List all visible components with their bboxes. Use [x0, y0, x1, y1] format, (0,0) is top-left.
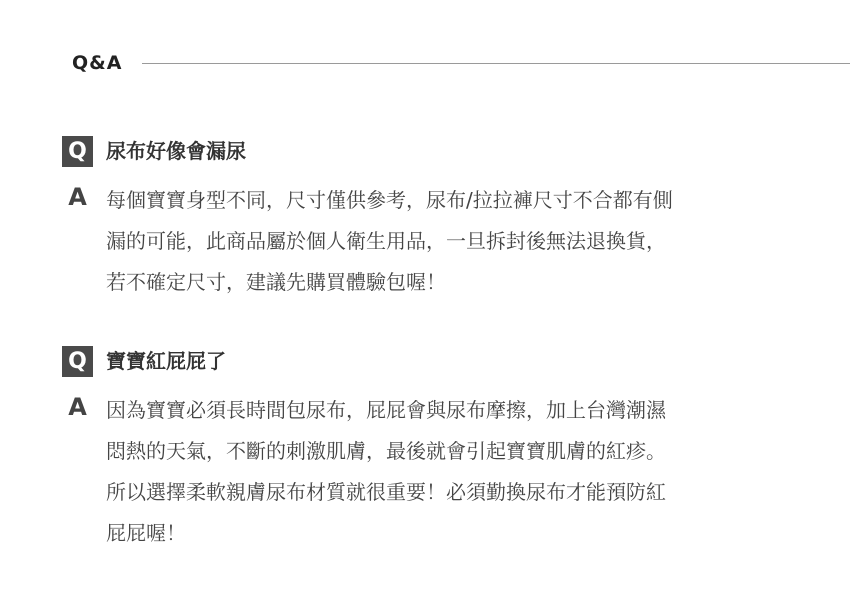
- answer-badge: A: [62, 391, 93, 422]
- answer-line: 因為寶寶必須長時間包尿布，屁屁會與尿布摩擦，加上台灣潮濕: [106, 398, 666, 422]
- answer-line: 每個寶寶身型不同，尺寸僅供參考，尿布/拉拉褲尺寸不合都有側: [106, 188, 673, 212]
- answer-text: [106, 180, 822, 303]
- answer-badge: A: [62, 181, 93, 212]
- qa-item: [62, 136, 822, 303]
- answer-line: 悶熱的天氣，不斷的刺激肌膚，最後就會引起寶寶肌膚的紅疹。: [106, 439, 666, 463]
- question-text: 尿布好像會漏尿: [106, 139, 246, 163]
- answer-row: [62, 390, 822, 554]
- answer-row: [62, 180, 822, 303]
- qa-item: [62, 346, 822, 554]
- question-badge: Q: [62, 136, 93, 167]
- question-text: 寶寶紅屁屁了: [106, 349, 226, 373]
- answer-line: 若不確定尺寸，建議先購買體驗包喔！: [106, 270, 446, 294]
- question-row: [62, 136, 822, 167]
- qa-header: [72, 50, 850, 76]
- answer-line: 所以選擇柔軟親膚尿布材質就很重要！必須勤換尿布才能預防紅: [106, 480, 666, 504]
- question-row: [62, 346, 822, 377]
- question-badge: Q: [62, 346, 93, 377]
- answer-line: 漏的可能，此商品屬於個人衛生用品，一旦拆封後無法退換貨，: [106, 229, 666, 253]
- header-divider: [142, 63, 850, 64]
- page-title: Q&A: [72, 52, 123, 74]
- answer-line: 屁屁喔！: [106, 521, 186, 545]
- answer-text: [106, 390, 822, 554]
